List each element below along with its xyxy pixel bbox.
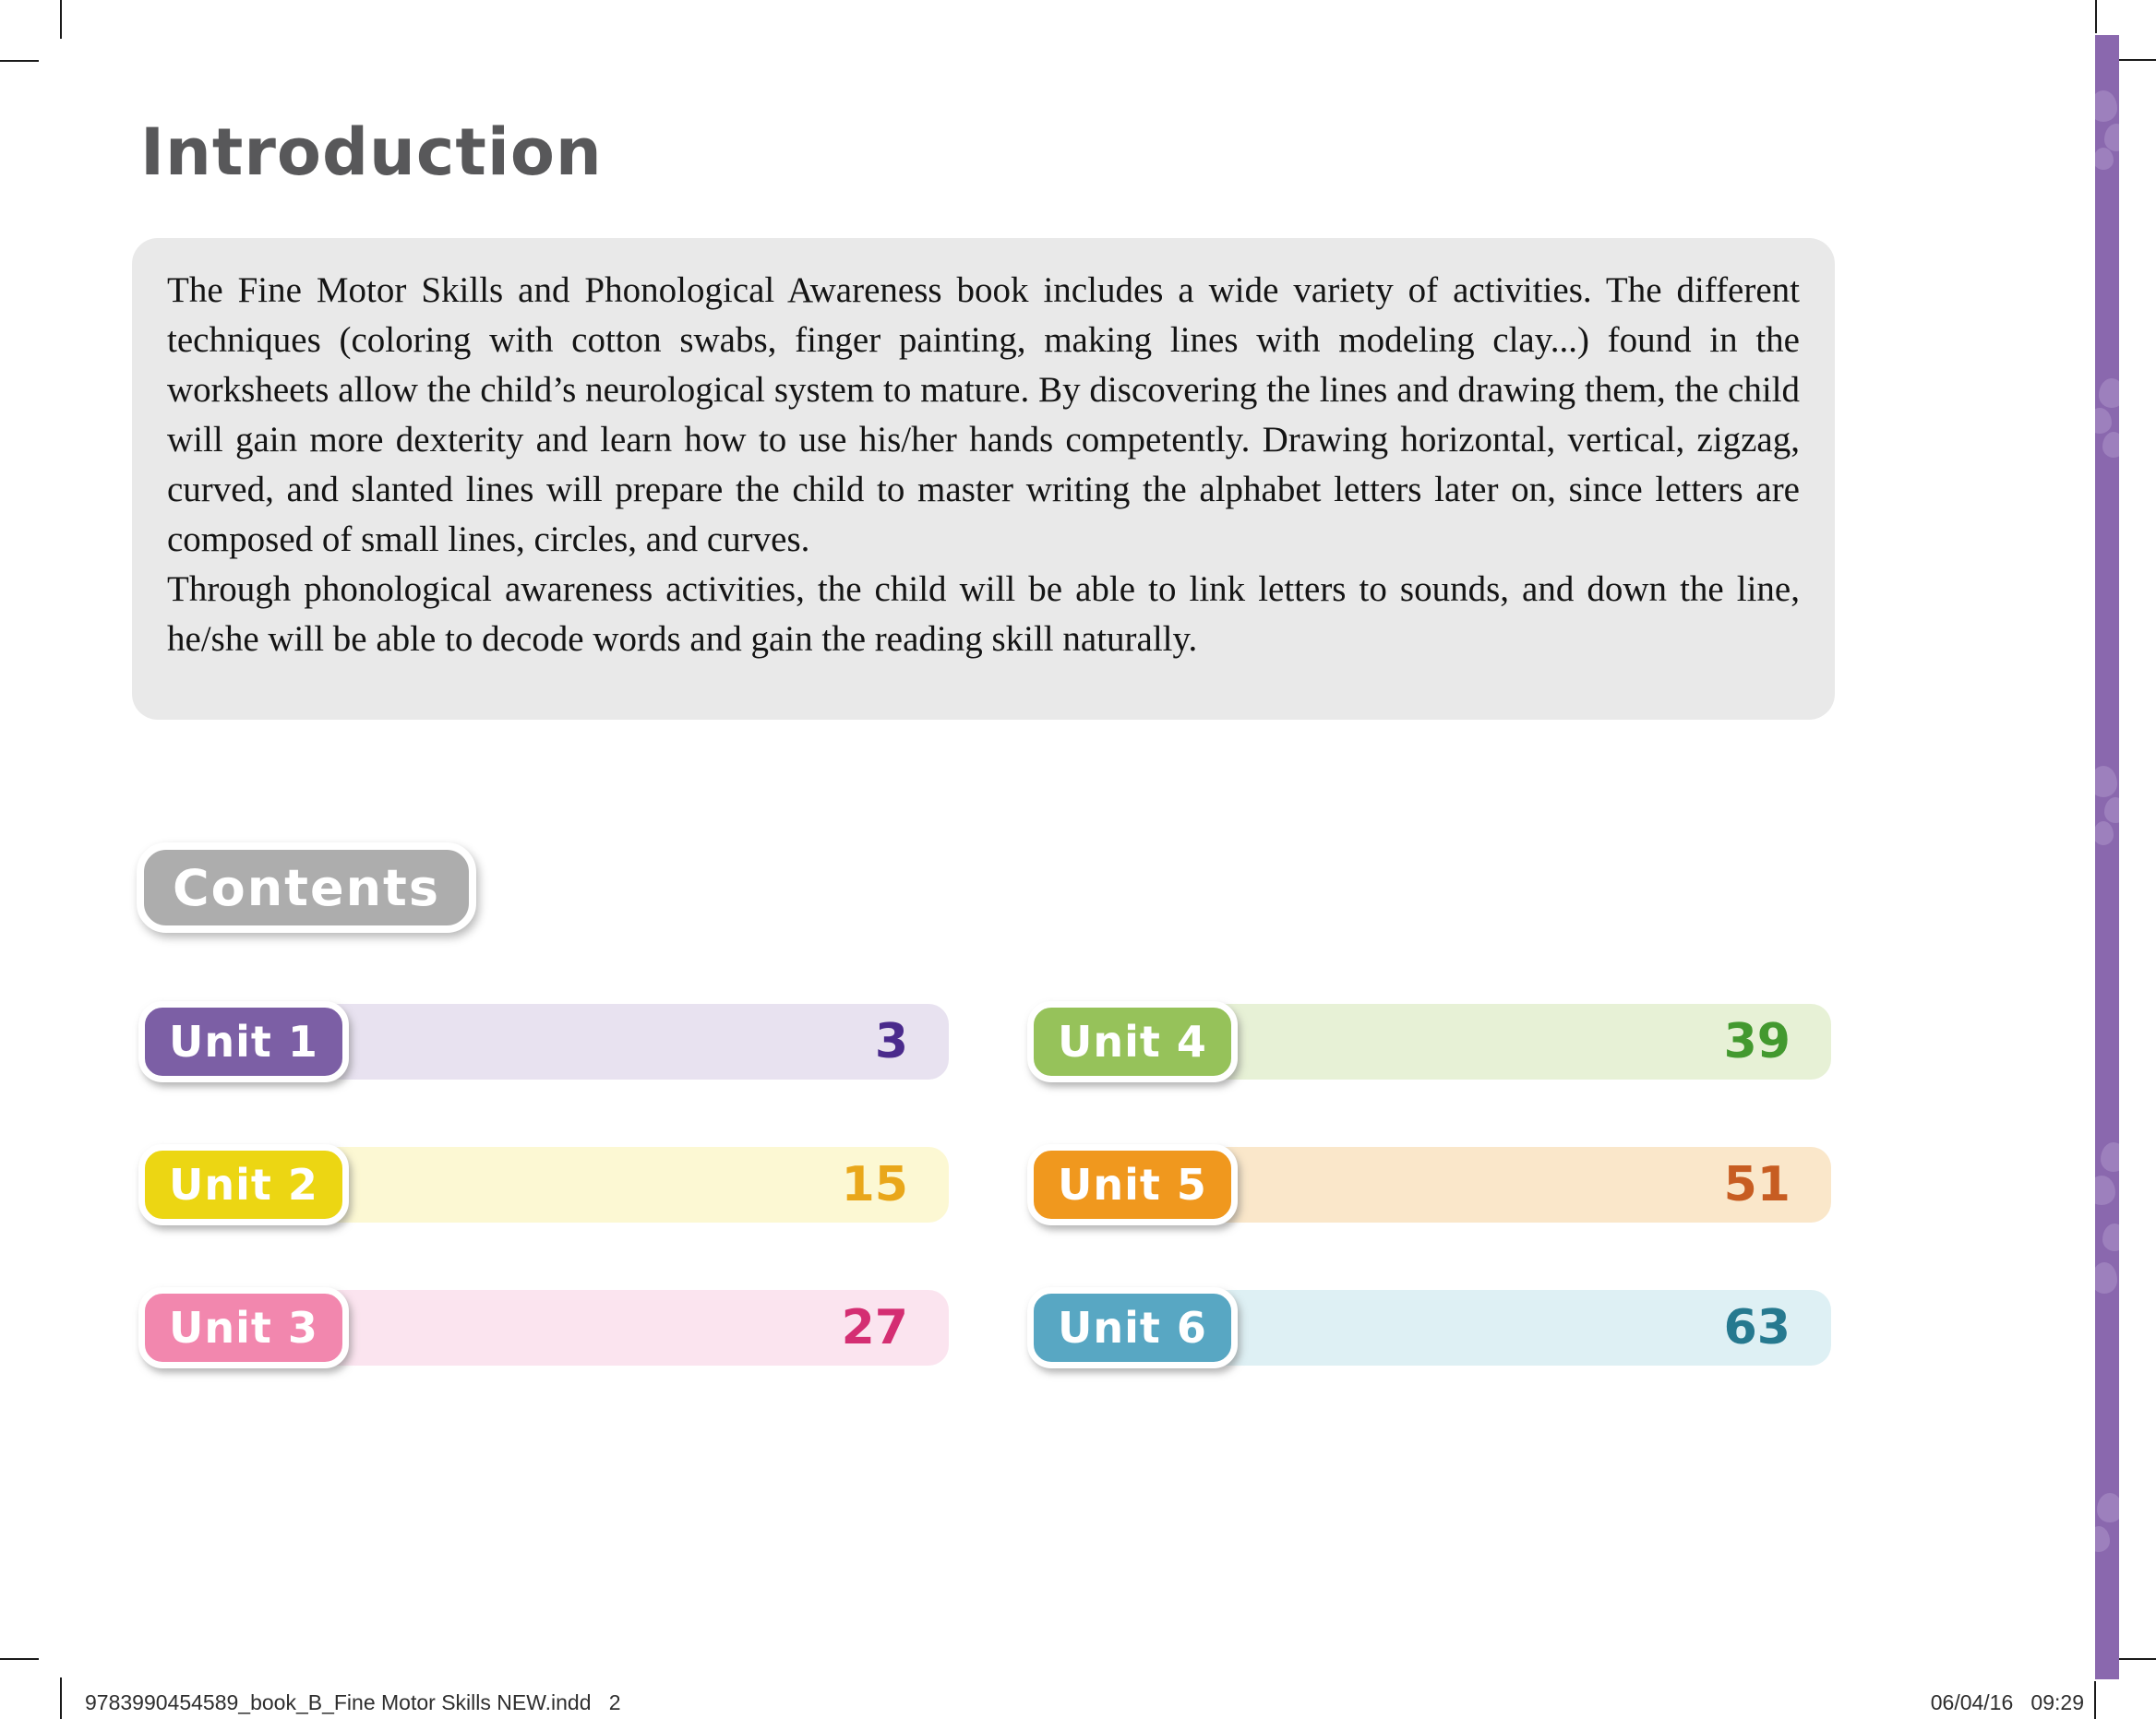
unit-6-badge [1027, 1287, 1238, 1368]
crop-mark-top-right-horizontal [2117, 59, 2156, 61]
contents-row-unit-4 [1027, 1001, 1831, 1082]
droplet-icon [2095, 766, 2117, 797]
crop-mark-bottom-right-vertical [2094, 1681, 2096, 1719]
crop-mark-top-right-vertical [2095, 0, 2097, 33]
unit-1-label: Unit 1 [169, 1017, 318, 1067]
unit-4-page-number: 39 [1723, 1014, 1791, 1069]
crop-mark-top-left-vertical [60, 0, 62, 39]
droplet-icon [2104, 797, 2119, 823]
page-edge-bar [2095, 35, 2119, 1679]
droplet-icon [2102, 1224, 2119, 1251]
droplet-icon [2095, 1526, 2110, 1552]
print-slug-timestamp: 06/04/16 09:29 [1930, 1690, 2084, 1714]
unit-3-page-number: 27 [841, 1300, 908, 1355]
contents-row-unit-3 [138, 1287, 949, 1368]
unit-1-page-number: 3 [874, 1014, 908, 1069]
unit-6-page-number: 63 [1723, 1300, 1791, 1355]
unit-2-badge [138, 1144, 349, 1225]
contents-row-unit-2 [138, 1144, 949, 1225]
crop-mark-bottom-right-horizontal [2116, 1658, 2156, 1660]
unit-5-page-number: 51 [1723, 1157, 1791, 1212]
unit-4-badge [1027, 1001, 1238, 1082]
droplet-icon [2095, 90, 2117, 122]
droplet-icon [2097, 1493, 2119, 1522]
droplet-icon [2102, 432, 2119, 458]
unit-4-label: Unit 4 [1058, 1017, 1207, 1067]
print-slug-filename: 9783990454589_book_B_Fine Motor Skills NEW.indd 2 [85, 1690, 621, 1714]
unit-3-label: Unit 3 [169, 1303, 318, 1353]
contents-heading-label: Contents [172, 858, 440, 917]
droplet-icon [2095, 148, 2114, 170]
unit-3-badge [138, 1287, 349, 1368]
unit-6-label: Unit 6 [1058, 1303, 1207, 1353]
unit-5-badge [1027, 1144, 1238, 1225]
contents-row-unit-1 [138, 1001, 949, 1082]
intro-text-box [132, 238, 1835, 720]
contents-heading-badge [137, 842, 476, 933]
droplet-icon [2095, 408, 2112, 434]
intro-paragraph-1: The Fine Motor Skills and Phonological Awareness book includes a wide variety of activities. The different techniques (coloring with cotton swabs, finger painting, making lines with modeling clay...) found in the worksheets allow the child’s neurological system to mature. By discovering the lines and drawing them, the child will gain more dexterity and learn how to use his/her hands competently. Drawing horizontal, vertical, zigzag, curved, and slanted lines will prepare the child to master writing the alphabet letters later on, since letters are composed of small lines, circles, and curves. [167, 270, 1800, 559]
droplet-icon [2095, 1176, 2115, 1205]
crop-mark-bottom-left-horizontal [0, 1658, 39, 1660]
unit-5-label: Unit 5 [1058, 1160, 1207, 1210]
unit-2-label: Unit 2 [169, 1160, 318, 1210]
unit-2-page-number: 15 [841, 1157, 908, 1212]
crop-mark-bottom-left-vertical [60, 1677, 62, 1719]
droplet-icon [2101, 1142, 2119, 1172]
contents-row-unit-6 [1027, 1287, 1831, 1368]
crop-mark-top-left-horizontal [0, 60, 39, 62]
droplet-icon [2099, 378, 2119, 408]
page-title: Introduction [140, 114, 603, 190]
droplet-icon [2095, 1262, 2117, 1294]
contents-row-unit-5 [1027, 1144, 1831, 1225]
unit-1-badge [138, 1001, 349, 1082]
droplet-icon [2104, 124, 2119, 151]
intro-paragraph-2: Through phonological awareness activities, the child will be able to link letters to sounds, and down the line, he/she will be able to decode words and gain the reading skill naturally. [167, 569, 1800, 659]
droplet-icon [2095, 821, 2114, 845]
